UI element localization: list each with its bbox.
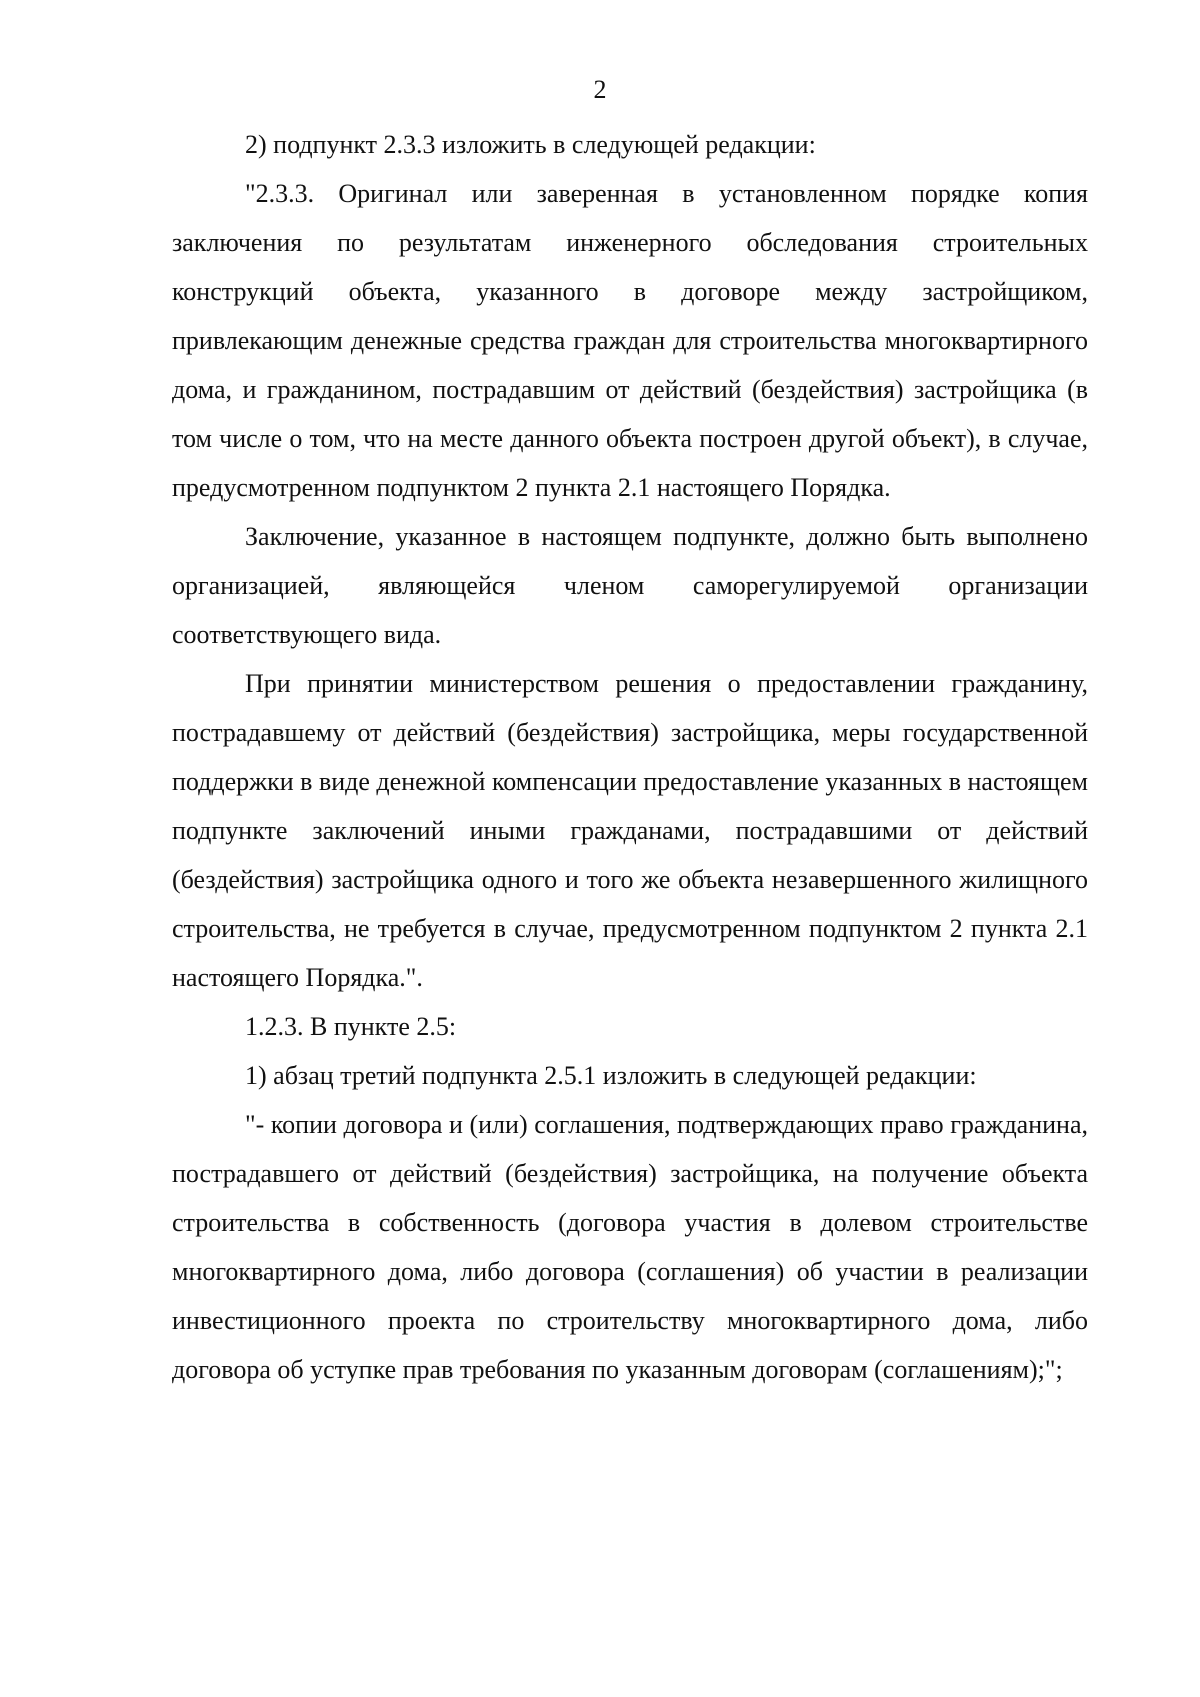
paragraph-subpoint-2-heading: 2) подпункт 2.3.3 изложить в следующей редакции:: [245, 130, 816, 159]
paragraph-compensation-exception: При принятии министерством решения о предоставлении гражданину, пострадавшему от действий (бездействия) застройщика, меры государственной поддержки в виде денежной компенсации предоставление указанных в настоящем подпункте заключений иными гражданами, пострадавшими от действий (бездействия) застройщика одного и того же объекта незавершенного жилищного строительства, не требуется в случае, предусмотренном подпунктом 2 пункта 2.1 настоящего Порядка.".: [172, 669, 1088, 992]
document-body: [172, 120, 1088, 1394]
paragraph-2-3-3-text: "2.3.3. Оригинал или заверенная в установленном порядке копия заключения по результатам инженерного обследования строительных конструкций объекта, указанного в договоре между застройщиком, привлекающим денежные средства граждан для строительства многоквартирного дома, и гражданином, пострадавшим от действий (бездействия) застройщика (в том числе о том, что на месте данного объекта построен другой объект), в случае, предусмотренном подпунктом 2 пункта 2.1 настоящего Порядка.: [172, 179, 1088, 502]
paragraph-conclusion-requirement: Заключение, указанное в настоящем подпункте, должно быть выполнено организацией, являющейся членом саморегулируемой организации соответствующего вида.: [172, 522, 1088, 649]
paragraph-subpoint-1-heading: 1) абзац третий подпункта 2.5.1 изложить в следующей редакции:: [245, 1061, 977, 1090]
paragraph-contract-copies: "- копии договора и (или) соглашения, подтверждающих право гражданина, пострадавшего от действий (бездействия) застройщика, на получение объекта строительства в собственность (договора участия в долевом строительстве многоквартирного дома, либо договора (соглашения) об участии в реализации инвестиционного проекта по строительству многоквартирного дома, либо договора об уступке прав требования по указанным договорам (соглашениям);";: [172, 1110, 1088, 1384]
page-number: 2: [593, 75, 607, 104]
paragraph-1-2-3-heading: 1.2.3. В пункте 2.5:: [245, 1012, 457, 1041]
